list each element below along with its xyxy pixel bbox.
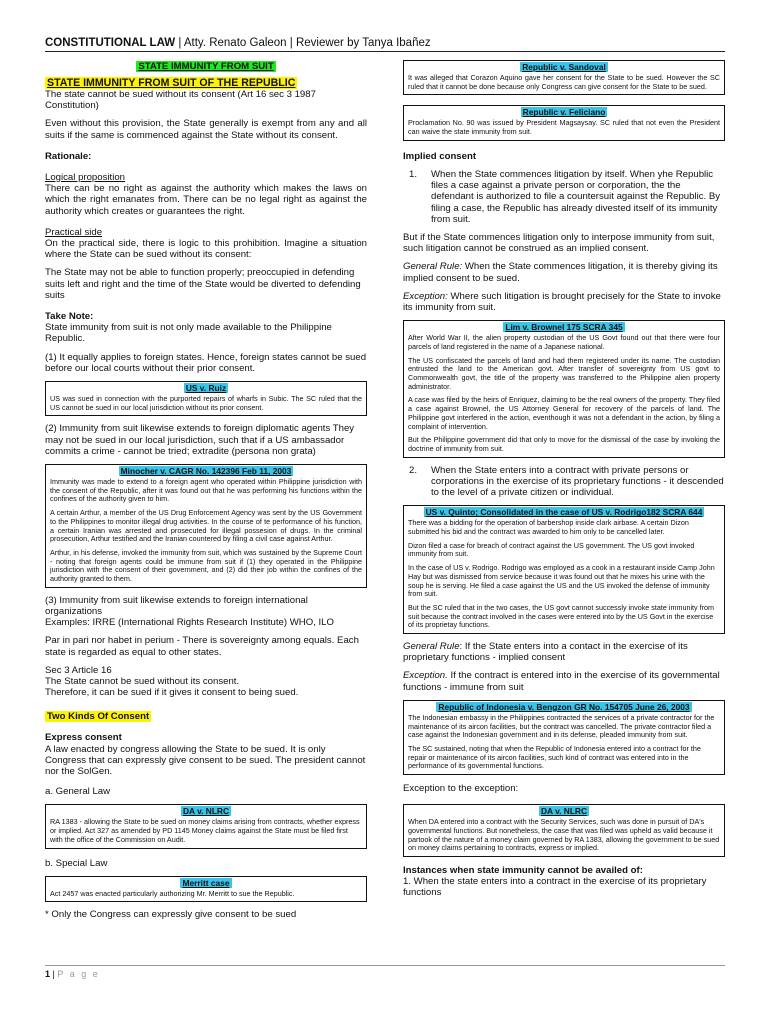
main-heading: STATE IMMUNITY FROM SUIT OF THE REPUBLIC <box>47 77 296 89</box>
general-rule-label: General Rule <box>403 641 460 653</box>
item-3: (3) Immunity from suit likewise extends to foreign international organizations <box>45 594 308 618</box>
special-law: b. Special Law <box>45 857 108 869</box>
page-word: P a g e <box>57 969 100 979</box>
item-2: (2) Immunity from suit likewise extends to foreign diplomatic agents They may not be sued in our local jurisdiction, such that if a US ambassador commits a crime - cannot be tried; extradite (persona non grata) <box>45 423 355 457</box>
case-text: When DA entered into a contract with the Security Services, such was done in pursuit of DA's governmental functions. But nonetheless, the case that was filed was upheld as valid because it partook of the nature of a money claim governed by RA 1383, allowing the government to be sued on money claims pertaining to contracts, express or implied. <box>408 817 720 853</box>
item-text: When the State commences litigation by itself. When yhe Republic files a case against a private person or corporation, the the defendant is authorized to file a countersuit against the Republic. By filing a case, the Republic has already divested itself of its immunity from suit. <box>431 169 721 225</box>
header-author: | Atty. Renato Galeon | Reviewer by Tanya Ibañez <box>175 37 431 49</box>
exception-2 <box>403 670 725 692</box>
exception-1 <box>403 291 725 313</box>
general-rule-text: When the State commences litigation, it is thereby giving its implied consent to be sued. <box>403 261 718 284</box>
express-text: A law enacted by congress allowing the State to be sued. It is only Congress that can expressly give consent to be sued. The president cannot nor the SolGen. <box>45 743 366 778</box>
case-box-merritt <box>45 876 367 903</box>
case-title: DA v. NLRC <box>182 806 230 817</box>
case-text: US was sued in connection with the purported repairs of wharfs in Subic. The SC ruled that the US cannot be sued in our local jurisdiction without its prior consent. <box>50 394 362 412</box>
case-box-da-nlrc <box>45 804 367 848</box>
practical-text: On the practical side, there is logic to this prohibition. Imagine a situation where the State can be sued without its consent: <box>45 238 367 261</box>
general-rule-2 <box>403 641 725 663</box>
case-text: It was alleged that Corazon Aquino gave her consent for the State to be sued. However the SC ruled that it cannot be done because only Congress can give consent for the State to be sued. <box>408 73 720 91</box>
case-text: Immunity was made to extend to a foreign agent who operated within Philippine jurisdiction with the consent of the Republic, after it was found out that he was performing his functions within the confines of the authority given to him. <box>50 477 362 504</box>
practical-text-2: The State may not be able to function properly; preoccupied in defending suits left and right and the time of the State would be diverted to defending suits <box>45 267 361 301</box>
item-number: 1. <box>409 169 418 181</box>
sec3-heading: Sec 3 Article 16 <box>45 664 112 676</box>
case-box-lim-brownel <box>403 320 725 457</box>
case-title: US v. Quinto; Consolidated in the case of US v. Rodrigo182 SCRA 644 <box>425 507 703 518</box>
instances-heading: Instances when state immunity cannot be availed of: <box>403 865 643 877</box>
exception-label: Exception: <box>403 290 448 302</box>
case-text: There was a bidding for the operation of barbershop inside clark airbase. A certain Dizon submitted his bid and the contract was awarded to him only to be cancelled later. <box>408 518 689 536</box>
case-text: Arthur, in his defense, invoked the immunity from suit, which was sustained by the Supreme Court - noting that foreign agents could be immune from suit if (1) they operated in the Philippine jurisdiction with the consent of their government, and (2) did their job within the confines of the authority granted to them. <box>50 548 362 584</box>
case-box-minocher <box>45 464 367 588</box>
case-text: Act 2457 was enacted particularly authorizing Mr. Merritt to sue the Republic. <box>50 888 295 898</box>
general-rule-1 <box>403 261 725 283</box>
exception-text: Where such litigation is brought precisely for the State to invoke its immunity from suit. <box>403 290 721 314</box>
implied-heading: Implied consent <box>403 150 477 162</box>
interpose-text: But if the State commences litigation only to interpose immunity from suit, such litigation cannot be construed as an implied consent. <box>403 232 715 255</box>
item-1: (1) It equally applies to foreign states. Hence, foreign states cannot be sued before our local courts without their prior consent. <box>45 351 367 374</box>
implied-item-2 <box>403 465 725 499</box>
express-heading: Express consent <box>45 732 122 744</box>
case-title: Merritt case <box>182 877 230 888</box>
footer-separator: | <box>50 969 58 979</box>
practical-heading: Practical side <box>45 226 103 238</box>
case-title: Republic of Indonesia v. Bengzon GR No. 154705 June 26, 2003 <box>438 701 690 712</box>
logical-heading: Logical proposition <box>45 172 126 184</box>
page-header <box>45 37 725 52</box>
exception-text: If the contract is entered into in the exercise of its governmental functions - immune from suit <box>403 670 720 693</box>
par-in-pari: Par in pari nor habet in perium - There is sovereignty among equals. Each state is regarded as equal to other states. <box>45 635 359 658</box>
rationale-heading: Rationale: <box>45 150 92 162</box>
case-text: Dizon filed a case for breach of contract against the US government. The US govt invoked immunity from suit. <box>408 540 695 559</box>
item-3-examples: Examples: IRRE (International Rights Research Institute) WHO, ILO <box>45 617 334 629</box>
take-note-text: State immunity from suit is not only made available to the Philippine Republic. <box>45 322 332 345</box>
title-box-wrap <box>45 56 367 74</box>
case-box-indonesia <box>403 700 725 775</box>
sec3-line-1: The State cannot be sued without its consent. <box>45 676 240 688</box>
item-text: When the State enters into a contract with private persons or corporations in the exercise of its proprietary functions - it descended to the level of a private citizen or individual. <box>431 464 724 499</box>
case-text: RA 1383 - allowing the State to be sued on money claims arising from contracts, whether express or implied. Act 327 as amended by PD 1145 Money claims against the State must be filed first with the office of the Commission on Audit. <box>50 817 360 844</box>
left-column <box>45 56 367 928</box>
intro-p2: Even without this provision, the State generally is exempt from any and all suits if the same is commenced against the State without its consent. <box>45 118 367 141</box>
instances-item-1: 1. When the state enters into a contract in the exercise of its proprietary functions <box>403 876 707 899</box>
title-box: STATE IMMUNITY FROM SUIT <box>138 61 274 72</box>
case-box-sandoval <box>403 60 725 95</box>
case-text: The US confiscated the parcels of land and had them registered under its name. The custodian entrusted the land to the American govt. After transfer of sovereignty from US govt to Commonwealth govt, the title of the property was transferred to the Philippine alien property administrator. <box>408 355 720 391</box>
case-text: But the SC ruled that in the two cases, the US govt cannot successly invoke state immunity from suit because the contract involved in the cases were entered into by the US Govt in the exercise of its proprietay functions. <box>408 602 715 630</box>
general-rule-text: : If the State enters into a contact in the exercise of its proprietary functions - implied consent <box>403 641 688 664</box>
take-note-heading: Take Note: <box>45 311 94 323</box>
case-box-da-nlrc-2 <box>403 804 725 857</box>
case-title: Republic v. Sandoval <box>522 62 606 72</box>
case-title: DA v. NLRC <box>540 806 588 817</box>
case-box-us-ruiz <box>45 381 367 416</box>
sec3-line-2: Therefore, it can be sued if it gives it consent to being sued. <box>45 687 299 699</box>
case-title: Republic v. Feliciano <box>522 107 606 118</box>
only-congress-note: * Only the Congress can expressly give consent to be sued <box>45 909 297 921</box>
case-text: A case was filed by the heirs of Enriquez, claiming to be the real owners of the property. They filed a case against Brownel, the US Attorney General for recovery of the parcels of land. The Philippine govt interfered in the action, eventhough it was not a defendant in the action, by filing a complaint of intervention. <box>408 395 720 431</box>
item-number: 2. <box>409 464 418 476</box>
case-title: Minocher v. CAGR No. 142396 Feb 11, 2003 <box>120 466 292 477</box>
case-text: The SC sustained, noting that when the Republic of Indonesia entered into a contract for the repair or maintenance of its aircon facilities, such kind of contract was entered into in the performance of its governmental functions. <box>408 743 701 771</box>
course-title: CONSTITUTIONAL LAW <box>45 37 176 49</box>
exception-label: Exception. <box>403 670 448 682</box>
general-rule-label: General Rule: <box>403 261 463 273</box>
case-title: Lim v. Brownel 175 SCRA 345 <box>505 322 623 333</box>
page-number: 1 <box>45 969 51 979</box>
implied-item-1 <box>403 169 725 225</box>
case-text: In the case of US v. Rodrigo. Rodrigo was employed as a cook in a restaurant inside Camp John Hay but was dismissed from service because it was found out that he mixes his urine with the soup he is serving. He filed a case against the US and the US invoked the defense of immunity from suit. <box>408 563 715 599</box>
case-text: But the Philippine government did that only to move for the dismissal of the case by invoking the doctrine of immunity from suit. <box>408 435 720 453</box>
right-column <box>403 56 725 906</box>
case-box-us-quinto <box>403 505 725 634</box>
case-title: US v. Ruiz <box>185 383 227 394</box>
two-kinds-wrap <box>45 706 367 724</box>
exception-to-exception: Exception to the exception: <box>403 783 519 795</box>
case-box-feliciano <box>403 105 725 140</box>
intro-p1: The state cannot be sued without its consent (Art 16 sec 3 1987 Constitution) <box>45 89 316 112</box>
logical-text: There can be no right as against the authority which makes the laws on which the right emanates from. There can be no legal right as against the authority which creates or guarantees the right. <box>45 183 367 217</box>
case-text: A certain Arthur, a member of the US Drug Enforcement Agency was sent by the US Government to the Philippines to monitor illegal drug activities. In the course of te performance of his function, a certain Iranian was arrested and prosecuted for illegal possesion of drugs. In the criminal prosecution, Arthur testified and the Iranian countered by filing a civil case against Arthur. <box>50 508 362 544</box>
case-text: The Indonesian embassy in the Philippines contracted the services of a private contractor for the maintenance of its aircon facilities, but the contract was cancelled. The private contractor filed a case against the Indonesian government and in its defense, pleaded immunity from suit. <box>408 712 715 740</box>
page-footer <box>45 965 725 979</box>
main-heading-wrap <box>45 76 367 89</box>
case-text: Proclamation No. 90 was issued by President Magsaysay. SC ruled that not even the President can waive the state immunity from suit. <box>408 118 720 137</box>
general-law: a. General Law <box>45 786 111 798</box>
two-kinds-heading: Two Kinds Of Consent <box>47 711 150 723</box>
case-text: After World War II, the alien property custodian of the US Govt found out that there were four parcels of land registered in the name of a Japanese national. <box>408 333 720 351</box>
